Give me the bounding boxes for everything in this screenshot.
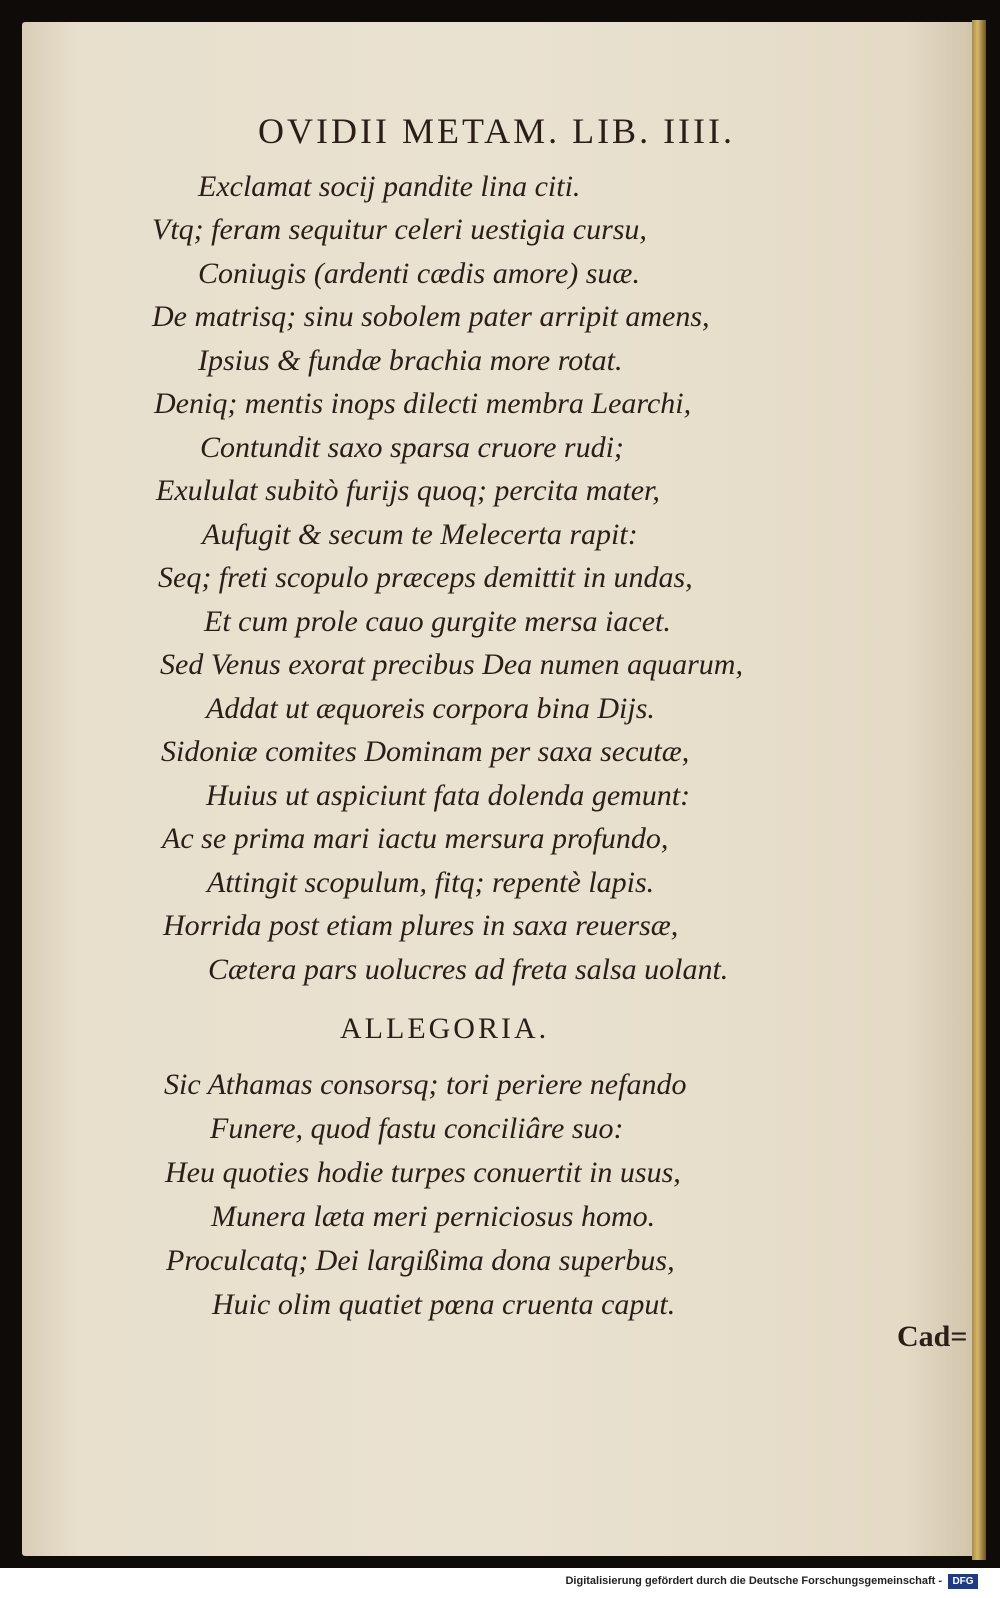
allegory-line: Funere, quod fastu conciliâre suo: bbox=[210, 1112, 624, 1145]
footer-credit: Digitalisierung gefördert durch die Deutsche Forschungsgemeinschaft - bbox=[565, 1575, 942, 1587]
catchword: Cad= bbox=[897, 1320, 968, 1353]
verse-line: Sidoniæ comites Dominam per saxa secutæ, bbox=[161, 735, 690, 768]
verse-line: Vtq; feram sequitur celeri uestigia cursu, bbox=[152, 213, 647, 246]
section-title: ALLEGORIA. bbox=[340, 1012, 550, 1045]
allegory-line: Munera læta meri perniciosus homo. bbox=[211, 1200, 656, 1233]
verse-line: Deniq; mentis inops dilecti membra Learchi, bbox=[154, 387, 692, 420]
dfg-logo-icon[interactable]: DFG bbox=[948, 1574, 978, 1589]
verse-line: Sed Venus exorat precibus Dea numen aquarum, bbox=[160, 648, 743, 681]
verse-line: Attingit scopulum, fitq; repentè lapis. bbox=[207, 866, 655, 899]
verse-line: De matrisq; sinu sobolem pater arripit amens, bbox=[152, 300, 710, 333]
verse-line: Ipsius & fundæ brachia more rotat. bbox=[198, 344, 623, 377]
verse-line: Coniugis (ardenti cædis amore) suæ. bbox=[198, 257, 640, 290]
verse-line: Et cum prole cauo gurgite mersa iacet. bbox=[204, 605, 671, 638]
verse-line: Huius ut aspiciunt fata dolenda gemunt: bbox=[206, 779, 691, 812]
footer-bar bbox=[0, 1568, 1000, 1598]
allegory-line: Heu quoties hodie turpes conuertit in usus, bbox=[165, 1156, 681, 1189]
verse-line: Addat ut æquoreis corpora bina Dijs. bbox=[206, 692, 655, 725]
allegory-line: Proculcatq; Dei largißima dona superbus, bbox=[166, 1244, 675, 1277]
verse-line: Exclamat socij pandite lina citi. bbox=[198, 170, 581, 203]
verse-line: Ac se prima mari iactu mersura profundo, bbox=[162, 822, 669, 855]
verse-line: Aufugit & secum te Melecerta rapit: bbox=[202, 518, 638, 551]
allegory-line: Huic olim quatiet pœna cruenta caput. bbox=[212, 1288, 676, 1321]
verse-line: Seq; freti scopulo præceps demittit in undas, bbox=[158, 561, 693, 594]
verse-line: Cætera pars uolucres ad freta salsa uolant. bbox=[208, 953, 729, 986]
running-head: OVIDII METAM. LIB. IIII. bbox=[258, 111, 736, 151]
verse-line: Contundit saxo sparsa cruore rudi; bbox=[200, 431, 624, 464]
allegory-line: Sic Athamas consorsq; tori periere nefando bbox=[164, 1068, 687, 1101]
verse-line: Exululat subitò furijs quoq; percita mater, bbox=[156, 474, 660, 507]
verse-line: Horrida post etiam plures in saxa reuersæ, bbox=[163, 909, 679, 942]
